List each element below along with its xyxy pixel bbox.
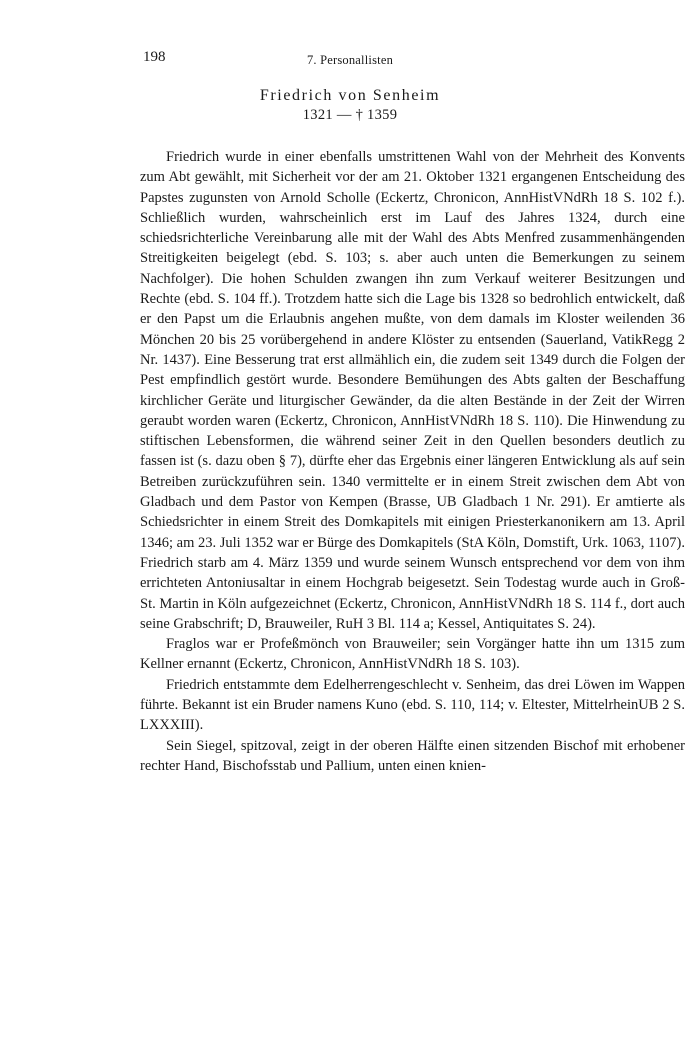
paragraph-biography: Friedrich wurde in einer ebenfalls umstrittenen Wahl von der Mehrheit des Konvents zum Abt gewählt, mit Sicherheit vor der am 21. Oktober 1321 ergangenen Entscheidung des Papstes zugunsten von Arnold Scholle (Eckertz, Chronicon, AnnHistVNdRh 18 S. 102 f.). Schließlich wurden, wahrscheinlich erst im Lauf des Jahres 1324, durch eine schiedsrichterliche Vereinbarung alle mit der Wahl des Abts Menfred zusammenhängenden Streitigkeiten beigelegt (ebd. S. 103; s. aber auch unten die Bemerkungen zu seinem Nachfolger). Die hohen Schulden zwangen ihn zum Verkauf weiterer Besitzungen und Rechte (ebd. S. 104 ff.). Trotzdem hatte sich die Lage bis 1328 so bedrohlich entwickelt, daß er den Papst um die Erlaubnis angehen mußte, von dem damals im Kloster weilenden 36 Mönchen 20 bis 25 vorübergehend in andere Klöster zu entsenden (Sauerland, VatikRegg 2 Nr. 1437). Eine Besserung trat erst allmählich ein, die zudem seit 1349 durch die Folgen der Pest empfindlich gestört wurde. Besondere Bemühungen des Abts galten der Beschaffung kirchlicher Geräte und liturgischer Gewänder, da die alten Bestände in der Zeit der Wirren geraubt worden waren (Eckertz, Chronicon, AnnHistVNdRh 18 S. 110). Die Hinwendung zu stiftischen Lebensformen, die während seiner Zeit in den Quellen besonders deutlich zu fassen ist (s. dazu oben § 7), dürfte eher das Ergebnis einer längeren Entwicklung als auf sein Betreiben zurückzuführen sein. 1340 vermittelte er in einem Streit zwischen dem Abt von Gladbach und dem Pastor von Kempen (Brasse, UB Gladbach 1 Nr. 291). Er amtierte als Schiedsrichter in einem Streit des Domkapitels mit einigen Priesterkanonikern am 13. April 1346; am 23. Juli 1352 war er Bürge des Domkapitels (StA Köln, Domstift, Urk. 1063, 1107). Friedrich starb am 4. März 1359 und wurde seinem Wunsch entsprechend vor dem von ihm errichteten Antoniusaltar in einem Hochgrab beigesetzt. Sein Todestag wurde auch in Groß-St. Martin in Köln aufgezeichnet (Eckertz, Chronicon, AnnHistVNdRh 18 S. 114 f., dort auch seine Grabschrift; D, Brauweiler, RuH 3 Bl. 114 a; Kessel, Antiquitates S. 24). <box>140 149 685 632</box>
running-head: 7. Personallisten <box>306 53 394 67</box>
paragraph-family: Friedrich entstammte dem Edelherrengeschlecht v. Senheim, das drei Löwen im Wappen führte. Bekannt ist ein Bruder namens Kuno (ebd. S. 110, 114; v. Eltester, MittelrheinUB 2 S. LXXXIII). <box>140 676 685 734</box>
entry-dates: 1321 — † 1359 <box>302 107 398 123</box>
entry-title: Friedrich von Senheim <box>259 87 441 104</box>
paragraph-profession: Fraglos war er Profeßmönch von Brauweiler; sein Vorgänger hatte ihn um 1315 zum Kellner ernannt (Eckertz, Chronicon, AnnHistVNdRh 18 S. 103). <box>140 636 685 673</box>
page-number: 198 <box>143 49 166 65</box>
body-text <box>140 147 685 776</box>
paragraph-seal: Sein Siegel, spitzoval, zeigt in der oberen Hälfte einen sitzenden Bischof mit erhobener rechter Hand, Bischofsstab und Pallium, unten einen knien- <box>140 737 685 774</box>
